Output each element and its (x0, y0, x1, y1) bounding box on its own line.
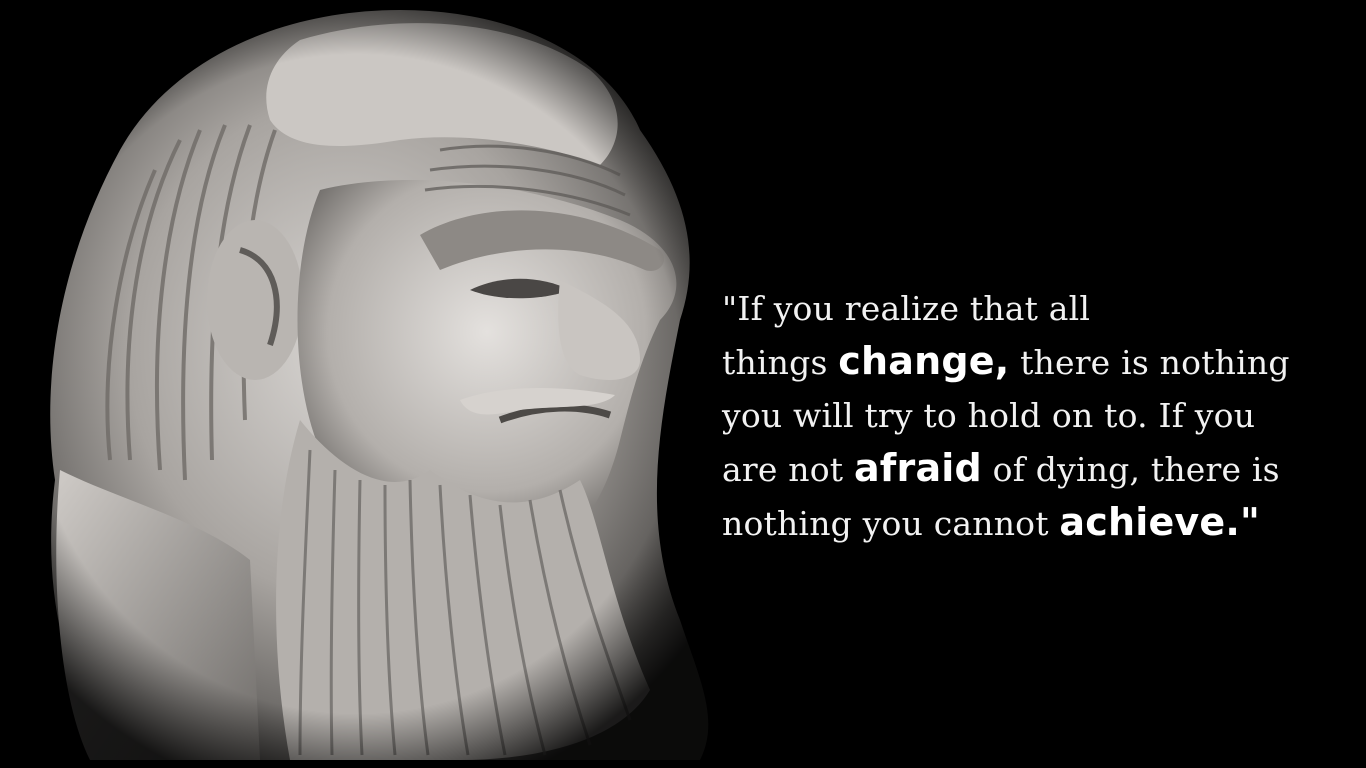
quote-line-3: you will try to hold on to. If you (722, 396, 1256, 435)
quote-line-4: are not afraid of dying, there is (722, 446, 1280, 490)
emphasis-change: change, (838, 339, 1010, 383)
quote-text (722, 282, 1342, 550)
quote-line-1: "If you realize that all (722, 289, 1091, 328)
emphasis-achieve: achieve." (1059, 500, 1261, 544)
emphasis-afraid: afraid (853, 446, 982, 490)
quote-line-2: things change, there is nothing (722, 339, 1290, 383)
quote-line-5: nothing you cannot achieve." (722, 500, 1261, 544)
